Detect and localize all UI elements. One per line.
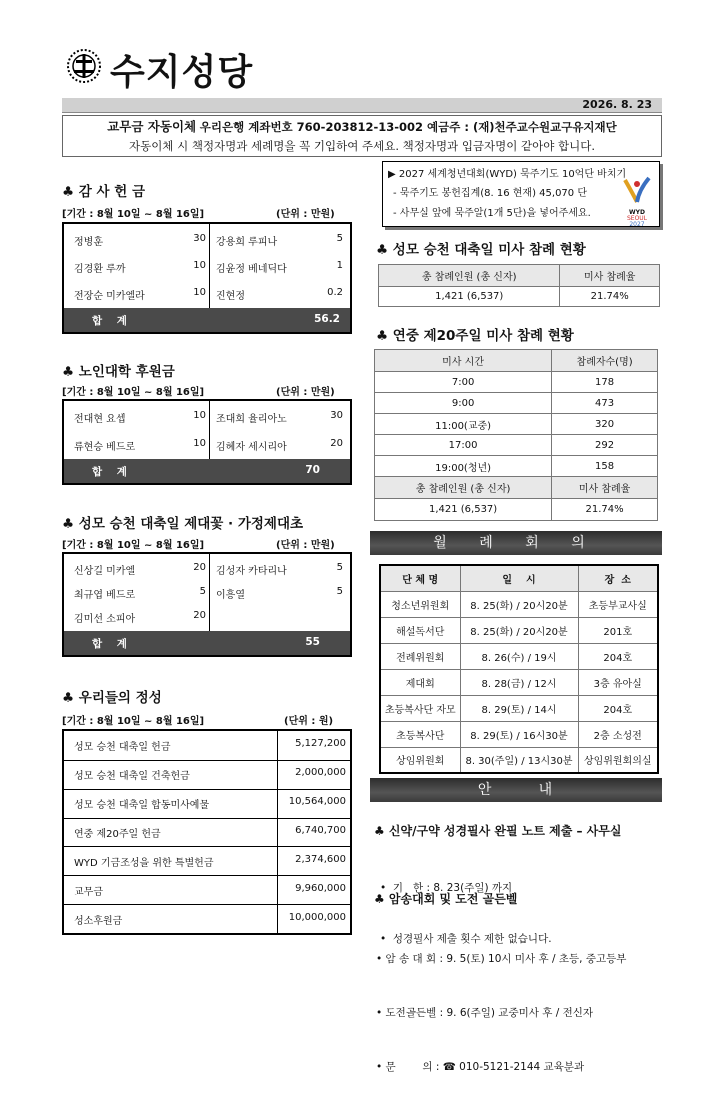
cell: 초등복사단 자모	[380, 695, 460, 721]
parish-logo-icon	[66, 48, 102, 84]
info-title-bar: 안 내	[370, 778, 662, 802]
notice-line2: 자동이체 시 책정자명과 세례명을 꼭 기입하여 주세요. 책정자명과 입금자명이 같아야 합니다.	[128, 139, 595, 153]
donor-amount: 20	[330, 438, 343, 449]
monthly-table	[379, 564, 659, 774]
donor-amount: 5	[336, 586, 343, 597]
total-amount: 56.2	[314, 313, 340, 325]
notice-label: 교무금 자동이체	[107, 119, 197, 134]
donor-amount: 10	[193, 260, 206, 271]
wyd-line3: - 사무실 앞에 묵주알(1개 5단)을 넣어주세요.	[393, 208, 591, 219]
cell: 21.74%	[552, 499, 658, 521]
total-amount: 55	[305, 636, 320, 648]
offering-label: 성소후원금	[74, 915, 123, 927]
offering-amount: 9,960,000	[295, 882, 346, 894]
notice-account: 우리은행 계좌번호 760-203812-13-002 예금주 : (재)천주교수원교구유지재단	[199, 120, 617, 134]
wyd-line2: - 묵주기도 봉헌집계(8. 16 현재) 45,070 단	[393, 188, 587, 199]
offerings-title: ♣ 우리들의 정성	[62, 690, 162, 706]
cell: 204호	[578, 643, 658, 669]
donor-name: 조대희 율리아노	[216, 414, 287, 425]
flowers-period: [기간 : 8월 10일 ~ 8월 16일]	[62, 540, 205, 551]
elderly-total-bar	[64, 459, 350, 483]
col-header: 총 참례인원 (총 신자)	[375, 477, 552, 499]
donor-name: 김경환 루까	[74, 264, 126, 275]
elderly-period: [기간 : 8월 10일 ~ 8월 16일]	[62, 387, 205, 398]
cell: 해설독서단	[380, 617, 460, 643]
issue-date: 2026. 8. 23	[582, 98, 652, 111]
donor-amount: 0.2	[327, 287, 343, 298]
sunday20-title: ♣ 연중 제20주일 미사 참례 현황	[376, 328, 574, 344]
donor-amount: 20	[193, 562, 206, 573]
table-row	[380, 643, 658, 669]
offering-label: 성모 승천 대축일 헌금	[74, 742, 171, 754]
donor-amount: 5	[336, 562, 343, 573]
table-row	[375, 435, 658, 456]
row-divider	[64, 760, 350, 761]
donor-amount: 10	[193, 410, 206, 421]
gratitude-table	[62, 222, 352, 334]
cell: 8. 26(수) / 19시	[460, 643, 578, 669]
donor-name: 진현정	[216, 291, 245, 302]
cell: 7:00	[375, 372, 552, 393]
cell: 292	[552, 435, 658, 456]
col-header: 미사 참례율	[552, 477, 658, 499]
cell: 21.74%	[560, 287, 660, 307]
donor-amount: 1	[336, 260, 343, 271]
cell: 11:00(교중)	[375, 414, 552, 435]
table-row	[380, 747, 658, 773]
sunday20-table	[374, 349, 658, 521]
cell: 17:00	[375, 435, 552, 456]
row-divider	[64, 818, 350, 819]
donor-amount: 10	[193, 438, 206, 449]
donor-amount: 30	[330, 410, 343, 421]
cell: 초등부교사실	[578, 591, 658, 617]
col-header: 장 소	[578, 565, 658, 591]
flowers-table	[62, 552, 352, 657]
assumption-table	[378, 264, 660, 307]
total-amount: 70	[305, 464, 320, 476]
donor-name: 김미선 소피아	[74, 614, 136, 625]
donor-amount: 5	[199, 586, 206, 597]
info-line: • 기 한 : 8. 23(주일) 까지	[380, 882, 513, 894]
cell: 158	[552, 456, 658, 477]
donor-name: 김성자 카타리나	[216, 566, 287, 577]
table-row	[375, 372, 658, 393]
info-item1-title: ♣ 신약/구약 성경필사 완필 노트 제출 – 사무실	[374, 824, 622, 838]
col-header: 미사 시간	[375, 350, 552, 372]
col-header: 미사 참례율	[560, 265, 660, 287]
offerings-unit: (단위 : 원)	[284, 716, 334, 727]
elderly-unit: (단위 : 만원)	[276, 387, 335, 398]
offering-label: 연중 제20주일 헌금	[74, 829, 161, 840]
elderly-table	[62, 399, 352, 485]
donor-name: 김혜자 세시리아	[216, 442, 287, 453]
total-label: 합 계	[92, 315, 127, 327]
offering-label: WYD 기금조성을 위한 특별헌금	[74, 857, 214, 869]
cell: 청소년위원회	[380, 591, 460, 617]
offering-amount: 10,000,000	[288, 911, 346, 923]
row-divider	[64, 875, 350, 876]
offering-amount: 10,564,000	[288, 796, 346, 808]
info-line: • 성경필사 제출 횟수 제한 없습니다.	[380, 933, 552, 945]
donor-amount: 10	[193, 287, 206, 298]
offering-label: 교무금	[74, 886, 103, 898]
row-divider	[64, 846, 350, 847]
cell: 19:00(청년)	[375, 456, 552, 477]
page-title: 수지성당	[110, 52, 254, 93]
offerings-table	[62, 729, 352, 935]
cell: 8. 25(화) / 20시20분	[460, 591, 578, 617]
flowers-title: ♣ 성모 승천 대축일 제대꽃 · 가정제대초	[62, 516, 304, 532]
gratitude-period: [기간 : 8월 10일 ~ 8월 16일]	[62, 209, 205, 220]
col-header: 단 체 명	[380, 565, 460, 591]
donor-amount: 5	[336, 233, 343, 244]
gratitude-total-bar	[64, 308, 350, 332]
col-header: 일 시	[460, 565, 578, 591]
cell: 473	[552, 393, 658, 414]
wyd-logo-icon	[619, 176, 655, 228]
donor-name: 김윤정 베네딕다	[216, 264, 287, 275]
table-row	[375, 393, 658, 414]
donor-name: 신상길 미카엘	[74, 566, 136, 577]
offerings-period: [기간 : 8월 10일 ~ 8월 16일]	[62, 716, 205, 727]
wyd-box	[382, 161, 660, 227]
gratitude-title: ♣ 감 사 헌 금	[62, 184, 146, 200]
table-row	[375, 414, 658, 435]
cell: 상임위원회의실	[578, 747, 658, 773]
donor-amount: 30	[193, 233, 206, 244]
cell: 178	[552, 372, 658, 393]
offering-amount: 5,127,200	[295, 738, 346, 750]
wyd-logo-sub: SEOUL	[626, 215, 648, 222]
offering-label: 성모 승천 대축일 건축헌금	[74, 771, 190, 783]
cell: 320	[552, 414, 658, 435]
offering-amount: 6,740,700	[295, 825, 346, 836]
offering-amount: 2,000,000	[295, 767, 346, 779]
offering-label: 성모 승천 대축일 합동미사예물	[74, 800, 210, 812]
cell: 1,421 (6,537)	[375, 499, 552, 521]
cell: 8. 30(주일) / 13시30분	[460, 747, 578, 773]
cell: 상임위원회	[380, 747, 460, 773]
cell: 1,421 (6,537)	[379, 287, 560, 307]
offering-amount: 2,374,600	[295, 853, 346, 865]
gratitude-unit: (단위 : 만원)	[276, 209, 335, 220]
wyd-logo-year: 2027	[629, 221, 645, 228]
donor-name: 강용희 루피나	[216, 237, 278, 248]
cell: 8. 29(토) / 14시	[460, 695, 578, 721]
flowers-total-bar	[64, 631, 350, 655]
cell: 8. 29(토) / 16시30분	[460, 721, 578, 747]
table-row	[380, 669, 658, 695]
cell: 201호	[578, 617, 658, 643]
row-divider	[64, 789, 350, 790]
flowers-unit: (단위 : 만원)	[276, 540, 335, 551]
col-header: 총 참례인원 (총 신자)	[379, 265, 560, 287]
table-row	[380, 591, 658, 617]
elderly-title: ♣ 노인대학 후원금	[62, 364, 175, 380]
table-row	[380, 721, 658, 747]
cell: 9:00	[375, 393, 552, 414]
cell: 전례위원회	[380, 643, 460, 669]
date-bar	[62, 98, 662, 113]
donor-amount: 20	[193, 610, 206, 621]
table-row	[375, 456, 658, 477]
cell: 제대회	[380, 669, 460, 695]
wyd-line1: ▶ 2027 세계청년대회(WYD) 묵주기도 10억단 바치기	[388, 169, 627, 180]
cell: 2층 소성전	[578, 721, 658, 747]
donor-name: 전장순 미카엘라	[74, 291, 145, 302]
donor-name: 정병훈	[74, 237, 103, 248]
total-label: 합 계	[92, 466, 127, 478]
cell: 3층 유아실	[578, 669, 658, 695]
info-item2-title: ♣ 암송대회 및 도전 골든벨	[374, 892, 518, 906]
cell: 초등복사단	[380, 721, 460, 747]
wyd-logo-text: WYD	[629, 209, 645, 216]
cell: 204호	[578, 695, 658, 721]
info-line: • 문 의 : ☎ 010-5121-2144 교육분과	[376, 1061, 585, 1073]
col-header: 참례자수(명)	[552, 350, 658, 372]
row-divider	[64, 904, 350, 905]
assumption-title: ♣ 성모 승천 대축일 미사 참례 현황	[376, 242, 586, 258]
info-line: • 도전골든벨 : 9. 6(주일) 교중미사 후 / 전신자	[376, 1007, 594, 1019]
donor-name: 최규엽 베드로	[74, 590, 136, 601]
info-line: • 암 송 대 회 : 9. 5(토) 10시 미사 후 / 초등, 중고등부	[376, 953, 627, 965]
donor-name: 이흥열	[216, 590, 245, 601]
monthly-title-bar: 월 례 회 의	[370, 531, 662, 555]
table-row	[380, 617, 658, 643]
cell: 8. 25(화) / 20시20분	[460, 617, 578, 643]
autopay-notice	[62, 115, 662, 157]
total-label: 합 계	[92, 638, 127, 650]
info-item2-body	[376, 914, 626, 1094]
table-row	[380, 695, 658, 721]
cell: 8. 28(금) / 12시	[460, 669, 578, 695]
donor-name: 전대현 요셉	[74, 414, 126, 425]
donor-name: 류현승 베드로	[74, 442, 136, 453]
